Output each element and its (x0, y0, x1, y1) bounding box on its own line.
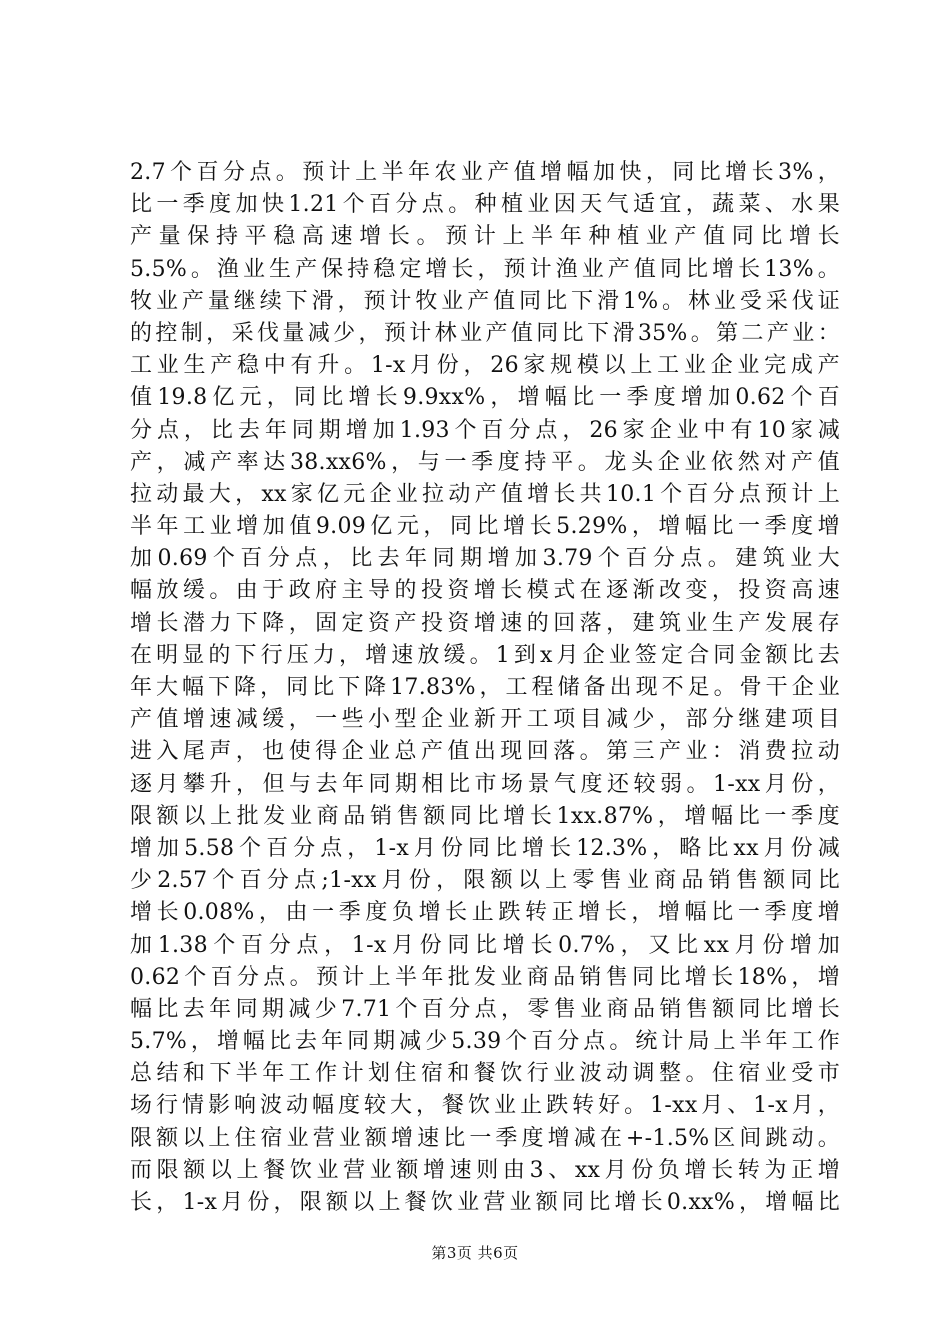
text-line: 分点，比去年同期增加1.93个百分点，26家企业中有10家减 (130, 417, 840, 443)
page-footer: 第3页 共6页 (431, 1244, 519, 1262)
text-line: 幅比去年同期减少7.71个百分点，零售业商品销售额同比增长 (130, 996, 840, 1022)
text-line: 加0.69个百分点，比去年同期增加3.79个百分点。建筑业大 (130, 546, 840, 572)
text-line: 2.7个百分点。预计上半年农业产值增幅加快，同比增长3%， (130, 160, 840, 185)
text-line: 长，1-x月份，限额以上餐饮业营业额同比增长0.xx%，增幅比 (130, 1190, 840, 1215)
text-line: 5.5%。渔业生产保持稳定增长，预计渔业产值同比增长13%。 (130, 256, 840, 282)
text-line: 年大幅下降，同比下降17.83%，工程储备出现不足。骨干企业 (130, 675, 840, 700)
text-line: 在明显的下行压力，增速放缓。1到x月企业签定合同金额比去 (130, 642, 840, 668)
text-line: 值19.8亿元，同比增长9.9xx%，增幅比一季度增加0.62个百 (130, 385, 840, 411)
text-line: 限额以上住宿业营业额增速比一季度增减在+-1.5%区间跳动。 (130, 1125, 840, 1151)
text-line: 拉动最大，xx家亿元企业拉动产值增长共10.1个百分点预计上 (130, 481, 840, 507)
text-line: 5.7%，增幅比去年同期减少5.39个百分点。统计局上半年工作 (130, 1029, 840, 1055)
text-line: 逐月攀升，但与去年同期相比市场景气度还较弱。1-xx月份， (130, 771, 840, 797)
text-line: 而限额以上餐饮业营业额增速则由3、xx月份负增长转为正增 (130, 1157, 840, 1183)
text-line: 产值增速减缓，一些小型企业新开工项目减少，部分继建项目 (130, 707, 840, 733)
text-line: 增长0.08%，由一季度负增长止跌转正增长，增幅比一季度增 (130, 900, 840, 926)
text-line: 增长潜力下降，固定资产投资增速的回落，建筑业生产发展存 (130, 610, 840, 636)
text-line: 产，减产率达38.xx6%，与一季度持平。龙头企业依然对产值 (130, 449, 840, 475)
text-line: 限额以上批发业商品销售额同比增长1xx.87%，增幅比一季度 (130, 803, 840, 829)
text-line: 进入尾声，也使得企业总产值出现回落。第三产业：消费拉动 (130, 739, 840, 765)
text-line: 总结和下半年工作计划住宿和餐饮行业波动调整。住宿业受市 (130, 1061, 840, 1087)
text-line: 加1.38个百分点，1-x月份同比增长0.7%，又比xx月份增加 (130, 932, 840, 958)
text-line: 幅放缓。由于政府主导的投资增长模式在逐渐改变，投资高速 (130, 578, 840, 604)
text-line: 产量保持平稳高速增长。预计上半年种植业产值同比增长 (130, 224, 840, 250)
text-line: 工业生产稳中有升。1-x月份，26家规模以上工业企业完成产 (130, 353, 840, 379)
body-text (130, 157, 840, 1219)
text-line: 场行情影响波动幅度较大，餐饮业止跌转好。1-xx月、1-x月， (130, 1093, 840, 1119)
text-line: 少2.57个百分点;1-xx月份，限额以上零售业商品销售额同比 (130, 868, 840, 894)
text-line: 的控制，采伐量减少，预计林业产值同比下滑35%。第二产业： (130, 320, 840, 346)
text-line: 比一季度加快1.21个百分点。种植业因天气适宜，蔬菜、水果 (130, 192, 840, 218)
text-line: 半年工业增加值9.09亿元，同比增长5.29%，增幅比一季度增 (130, 514, 840, 540)
text-line: 增加5.58个百分点，1-x月份同比增长12.3%，略比xx月份减 (130, 835, 840, 861)
text-line: 牧业产量继续下滑，预计牧业产值同比下滑1%。林业受采伐证 (130, 288, 840, 314)
text-line: 0.62个百分点。预计上半年批发业商品销售同比增长18%，增 (130, 964, 840, 990)
